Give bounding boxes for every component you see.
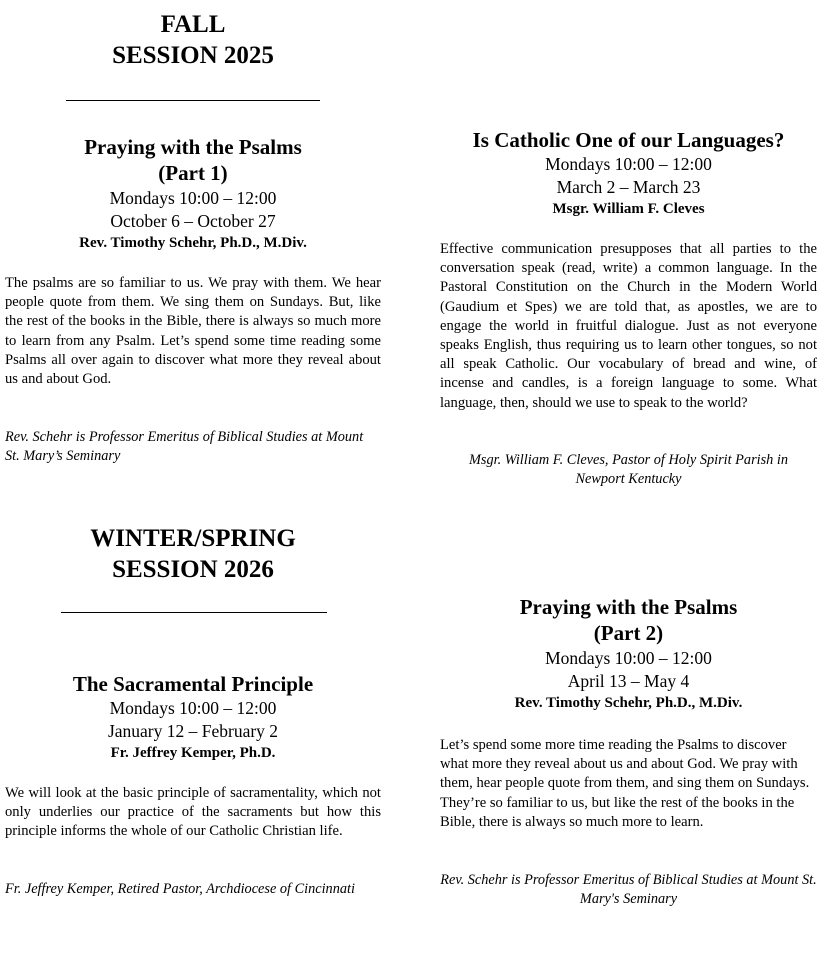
course-instructor: Rev. Timothy Schehr, Ph.D., M.Div. <box>79 235 307 251</box>
course-description: The psalms are so familiar to us. We pray with them. We hear people quote from them. We sing them on Sundays. But, like the rest of the books in the Bible, there is always so much more to learn from any Psalm. Let’s spend some time reading some Psalms all over again to discover what more they reveal about us and about God. <box>5 275 381 388</box>
course-description: We will look at the basic principle of sacramentality, which not only underlies our practice of the sacraments but how this principle informs the whole of our Catholic Christian life. <box>5 785 381 840</box>
winter-heading-line1: WINTER/SPRING <box>90 525 296 552</box>
course-instructor: Msgr. William F. Cleves <box>552 201 705 217</box>
course-schedule: Mondays 10:00 – 12:00 <box>109 188 277 208</box>
fall-heading-line2: SESSION 2025 <box>112 42 274 69</box>
fall-session-heading <box>5 9 381 71</box>
course-dates: April 13 – May 4 <box>567 671 690 691</box>
course-title-line2: (Part 2) <box>593 621 664 645</box>
course-title: The Sacramental Principle <box>72 672 314 696</box>
fall-heading-line1: FALL <box>160 11 226 38</box>
course-schedule: Mondays 10:00 – 12:00 <box>109 698 277 718</box>
instructor-bio: Fr. Jeffrey Kemper, Retired Pastor, Archdiocese of Cincinnati <box>5 881 355 897</box>
course-description: Effective communication presupposes that all parties to the conversation speak (read, write) a common language. In the Pastoral Constitution on the Church in the Modern World (Gaudium et Spes) we are told that, as apostles, we are to engage the world in fruitful dialogue. Just as not everyone speaks English, thus requiring us to learn other tongues, so not all speak Catholic. Our vocabulary of bread and wine, of incense and candles, is a foreign language to some. What language, then, should we use to speak to the world? <box>440 241 817 411</box>
right-column <box>440 0 817 953</box>
course-schedule: Mondays 10:00 – 12:00 <box>545 648 712 668</box>
instructor-bio: Msgr. William F. Cleves, Pastor of Holy Spirit Parish in Newport Kentucky <box>468 452 789 487</box>
course-dates: March 2 – March 23 <box>556 177 701 197</box>
course-description: Let’s spend some more time reading the Psalms to discover what more they reveal about us and about God. We pray with them, hear people quote from them, and sing them on Sundays. They’re so familiar to us, but like the rest of the books in the Bible, there is always so much more to learn. <box>440 737 810 830</box>
instructor-bio: Rev. Schehr is Professor Emeritus of Biblical Studies at Mount St. Mary's Seminary <box>440 872 817 907</box>
winter-divider <box>61 612 327 613</box>
course-title <box>440 594 817 646</box>
course-title <box>5 134 381 186</box>
course-dates: October 6 – October 27 <box>110 211 276 231</box>
course-title-line1: Praying with the Psalms <box>519 595 738 619</box>
course-title-line1: Praying with the Psalms <box>84 135 302 159</box>
course-schedule: Mondays 10:00 – 12:00 <box>545 154 712 174</box>
course-dates: January 12 – February 2 <box>107 721 279 741</box>
course-instructor: Fr. Jeffrey Kemper, Ph.D. <box>110 745 276 761</box>
course-title-line2: (Part 1) <box>158 161 228 185</box>
course-instructor: Rev. Timothy Schehr, Ph.D., M.Div. <box>514 695 743 711</box>
winter-heading-line2: SESSION 2026 <box>112 556 274 583</box>
instructor-bio: Rev. Schehr is Professor Emeritus of Biblical Studies at Mount St. Mary’s Seminary <box>5 429 364 464</box>
course-title: Is Catholic One of our Languages? <box>472 128 785 152</box>
fall-divider <box>66 100 320 101</box>
winter-session-heading <box>5 523 381 585</box>
left-column <box>5 0 381 953</box>
